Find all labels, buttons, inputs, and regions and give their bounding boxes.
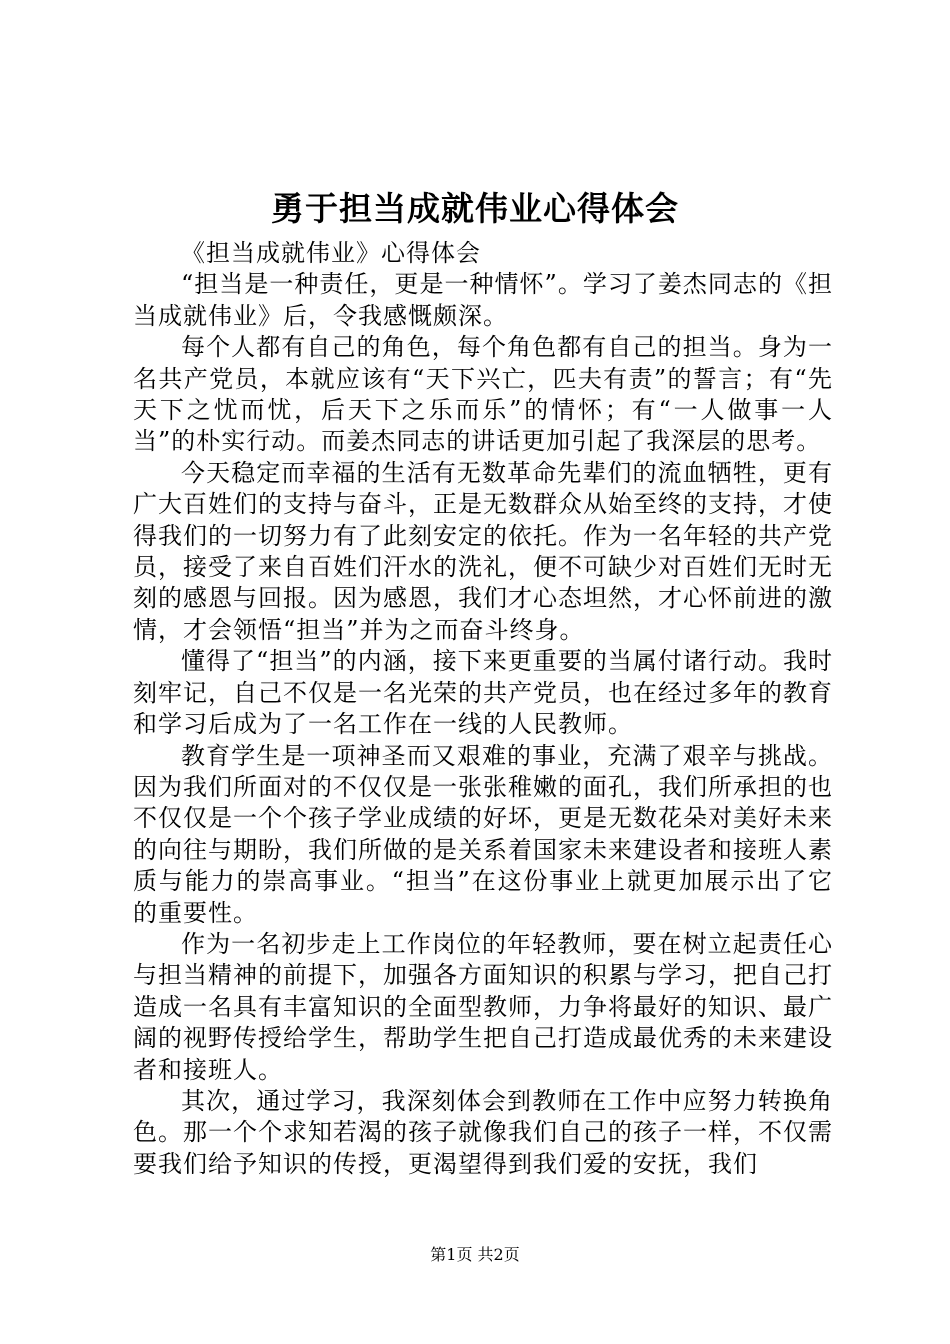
paragraph: 其次，通过学习，我深刻体会到教师在工作中应努力转换角色。那一个个求知若渴的孩子就像我们自己的孩子一样，不仅需要我们给予知识的传授，更渴望得到我们爱的安抚，我们: [133, 1086, 833, 1178]
paragraph: 每个人都有自己的角色，每个角色都有自己的担当。身为一名共产党员，本就应该有“天下兴亡，匹夫有责”的誓言；有“先天下之忧而忧，后天下之乐而乐”的情怀；有“一人做事一人当”的朴实行动。而姜杰同志的讲话更加引起了我深层的思考。: [133, 333, 833, 456]
page-footer: 第1页 共2页: [430, 1245, 520, 1264]
paragraph: 教育学生是一项神圣而又艰难的事业，充满了艰辛与挑战。因为我们所面对的不仅仅是一张张稚嫩的面孔，我们所承担的也不仅仅是一个个孩子学业成绩的好坏，更是无数花朵对美好未来的向往与期盼，我们所做的是关系着国家未来建设者和接班人素质与能力的崇高事业。“担当”在这份事业上就更加展示出了它的重要性。: [133, 741, 833, 927]
paragraph-subtitle: 《担当成就伟业》心得体会: [181, 239, 481, 267]
paragraph: 懂得了“担当”的内涵，接下来更重要的当属付诸行动。我时刻牢记，自己不仅是一名光荣的共产党员，也在经过多年的教育和学习后成为了一名工作在一线的人民教师。: [133, 647, 833, 739]
document-title: 勇于担当成就伟业心得体会: [271, 189, 679, 228]
paragraph: “担当是一种责任，更是一种情怀”。学习了姜杰同志的《担当成就伟业》后，令我感慨颇深。: [133, 270, 833, 330]
paragraph: 今天稳定而幸福的生活有无数革命先辈们的流血牺牲，更有广大百姓们的支持与奋斗，正是无数群众从始至终的支持，才使得我们的一切努力有了此刻安定的依托。作为一名年轻的共产党员，接受了来自百姓们汗水的洗礼，便不可缺少对百姓们无时无刻的感恩与回报。因为感恩，我们才心态坦然，才心怀前进的激情，才会领悟“担当”并为之而奋斗终身。: [133, 458, 833, 644]
document-body: [133, 238, 833, 1180]
paragraph: 作为一名初步走上工作岗位的年轻教师，要在树立起责任心与担当精神的前提下，加强各方面知识的积累与学习，把自己打造成一名具有丰富知识的全面型教师，力争将最好的知识、最广阔的视野传授给学生，帮助学生把自己打造成最优秀的未来建设者和接班人。: [133, 929, 833, 1084]
